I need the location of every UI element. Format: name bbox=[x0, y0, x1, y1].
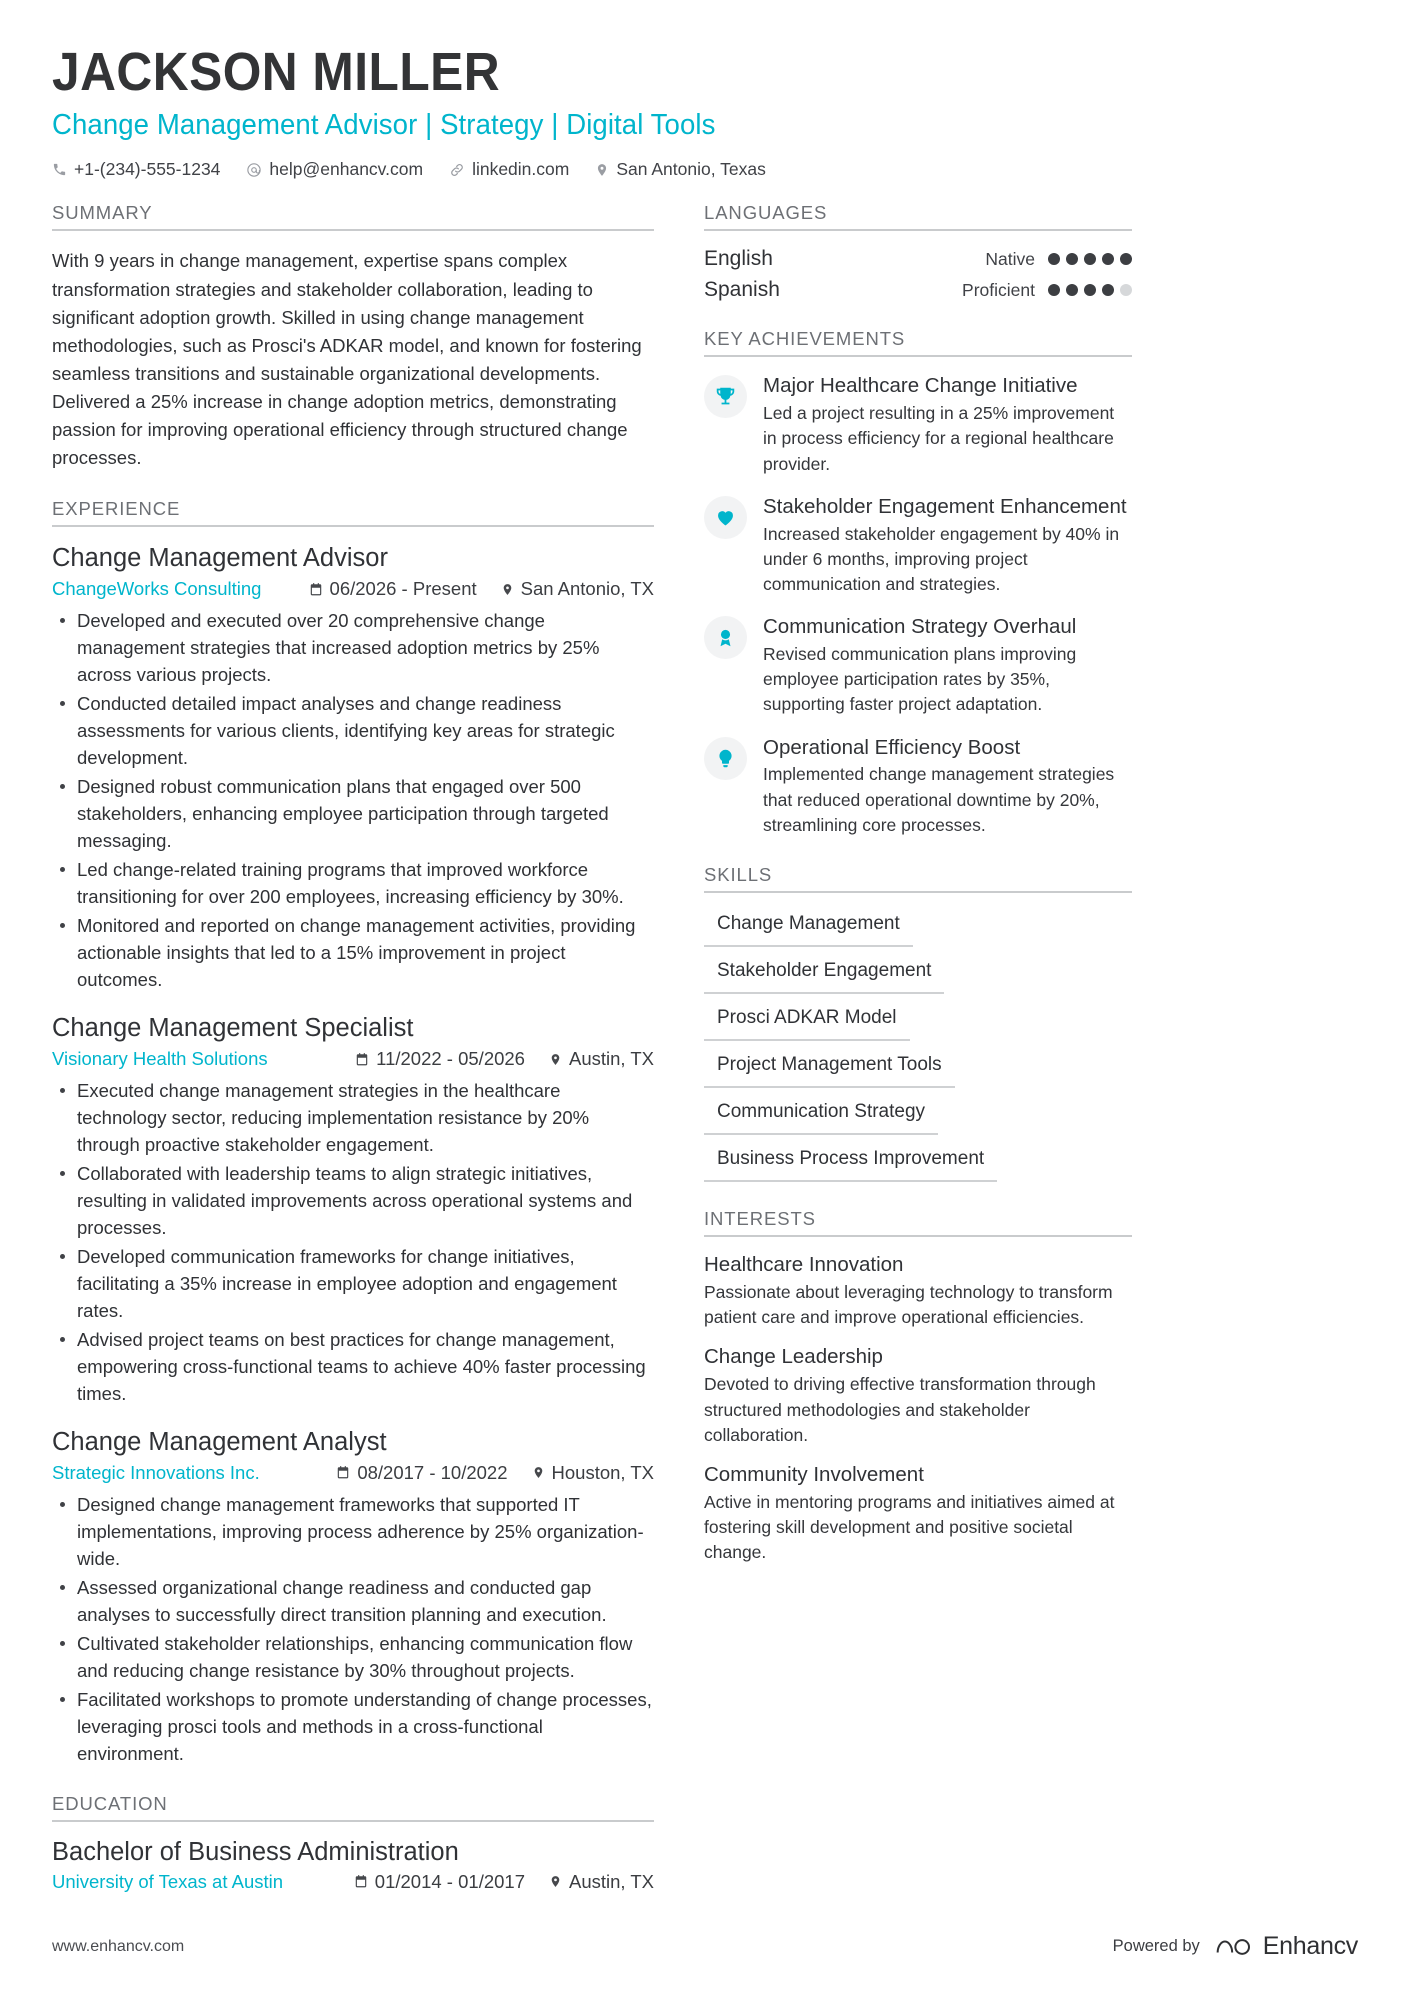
job-location bbox=[532, 1462, 655, 1484]
rating-dot bbox=[1102, 284, 1114, 296]
job-bullet: Designed robust communication plans that engaged over 500 stakeholders, enhancing employee participation through targeted messaging. bbox=[52, 773, 654, 854]
contact-location bbox=[595, 159, 766, 180]
job-company[interactable]: ChangeWorks Consulting bbox=[52, 578, 262, 600]
contact-link-text: linkedin.com bbox=[472, 159, 570, 180]
job-location bbox=[549, 1048, 654, 1070]
page-footer bbox=[52, 1932, 1358, 1961]
location-icon bbox=[549, 1874, 562, 1889]
section-key-achievements bbox=[704, 328, 1132, 838]
skill-item: Communication Strategy bbox=[704, 1097, 938, 1135]
job-meta bbox=[52, 578, 654, 600]
education-heading: EDUCATION bbox=[52, 1793, 654, 1822]
location-icon bbox=[549, 1052, 562, 1067]
job-dates-text: 06/2026 - Present bbox=[329, 578, 477, 600]
job-bullet: Executed change management strategies in the healthcare technology sector, reducing implementation resistance by 20% through proactive stakeholder engagement. bbox=[52, 1077, 654, 1158]
contact-link[interactable] bbox=[449, 159, 569, 180]
link-icon bbox=[449, 162, 465, 178]
experience-heading: EXPERIENCE bbox=[52, 498, 654, 527]
language-item bbox=[704, 247, 1132, 271]
job-location-text: San Antonio, TX bbox=[520, 578, 654, 600]
achievement-desc: Led a project resulting in a 25% improvement in process efficiency for a regional healthcare provider. bbox=[763, 403, 1115, 474]
language-dots bbox=[1048, 284, 1132, 296]
achievement-item bbox=[704, 735, 1132, 838]
education-location-text: Austin, TX bbox=[568, 1870, 654, 1892]
job-bullet: Led change-related training programs that improved workforce transitioning for over 200 employees, increasing efficiency by 30%. bbox=[52, 856, 654, 910]
interest-item bbox=[704, 1345, 1132, 1448]
job-location bbox=[501, 578, 654, 600]
location-icon bbox=[501, 582, 514, 597]
right-column bbox=[704, 202, 1132, 1919]
achievement-desc: Revised communication plans improving employee participation rates by 35%, supporting faster project adaptation. bbox=[763, 644, 1077, 715]
interest-title: Community Involvement bbox=[704, 1462, 924, 1486]
rating-dot bbox=[1048, 253, 1060, 265]
job-title: Change Management Analyst bbox=[52, 1428, 387, 1457]
achievement-body bbox=[763, 614, 1132, 717]
job-bullet: Collaborated with leadership teams to align strategic initiatives, resulting in validated improvements across operational systems and processes. bbox=[52, 1160, 654, 1241]
section-experience bbox=[52, 498, 654, 1767]
job-meta bbox=[52, 1048, 654, 1070]
calendar-icon bbox=[336, 1465, 350, 1480]
education-dates-text: 01/2014 - 01/2017 bbox=[374, 1870, 525, 1892]
achievement-title: Communication Strategy Overhaul bbox=[763, 615, 1077, 639]
rating-dot bbox=[1084, 284, 1096, 296]
calendar-icon bbox=[309, 582, 323, 597]
footer-branding bbox=[1113, 1932, 1358, 1961]
email-icon bbox=[246, 162, 262, 178]
section-languages bbox=[704, 202, 1132, 302]
achievement-item bbox=[704, 494, 1132, 597]
heart-icon bbox=[704, 496, 747, 539]
interest-item bbox=[704, 1463, 1132, 1566]
interest-title: Change Leadership bbox=[704, 1345, 883, 1369]
education-item bbox=[52, 1838, 654, 1893]
job-bullets bbox=[52, 1491, 654, 1767]
interests-heading: INTERESTS bbox=[704, 1208, 1132, 1237]
experience-item bbox=[52, 1013, 654, 1407]
experience-item bbox=[52, 1427, 654, 1767]
job-company[interactable]: Visionary Health Solutions bbox=[52, 1048, 268, 1070]
job-bullet: Conducted detailed impact analyses and change readiness assessments for various clients, identifying key areas for strategic development. bbox=[52, 690, 654, 771]
language-item bbox=[704, 278, 1132, 302]
footer-url[interactable]: www.enhancv.com bbox=[52, 1937, 185, 1955]
job-meta bbox=[52, 1462, 654, 1484]
job-bullet: Developed and executed over 20 comprehensive change management strategies that increased adoption metrics by 25% across various projects. bbox=[52, 607, 654, 688]
education-school[interactable]: University of Texas at Austin bbox=[52, 1870, 284, 1892]
job-location-text: Austin, TX bbox=[568, 1048, 654, 1070]
achievement-body bbox=[763, 373, 1132, 476]
job-title: Change Management Specialist bbox=[52, 1014, 414, 1043]
rating-dot bbox=[1120, 253, 1132, 265]
contact-email-text: help@enhancv.com bbox=[269, 159, 424, 180]
rating-dot bbox=[1084, 253, 1096, 265]
achievement-body bbox=[763, 735, 1132, 838]
rating-dot bbox=[1066, 284, 1078, 296]
job-dates bbox=[336, 1462, 507, 1484]
education-dates bbox=[354, 1871, 525, 1893]
summary-heading: SUMMARY bbox=[52, 202, 654, 231]
left-column bbox=[52, 202, 680, 1919]
job-bullet: Facilitated workshops to promote understanding of change processes, leveraging prosci tools and methods in a cross-functional environment. bbox=[52, 1686, 654, 1767]
section-education bbox=[52, 1793, 654, 1893]
language-level: Native bbox=[985, 248, 1035, 269]
candidate-name: JACKSON MILLER bbox=[52, 42, 501, 102]
skill-item: Prosci ADKAR Model bbox=[704, 1003, 910, 1041]
education-meta bbox=[52, 1871, 654, 1893]
trophy-icon bbox=[704, 375, 747, 418]
interest-title: Healthcare Innovation bbox=[704, 1253, 904, 1277]
languages-heading: LANGUAGES bbox=[704, 202, 1132, 231]
job-bullet: Advised project teams on best practices for change management, empowering cross-functional teams to achieve 40% faster processing times. bbox=[52, 1326, 654, 1407]
language-level: Proficient bbox=[962, 279, 1035, 300]
contact-phone-text: +1-(234)-555-1234 bbox=[74, 159, 221, 180]
resume-body bbox=[52, 202, 1358, 1919]
achievement-desc: Increased stakeholder engagement by 40% in under 6 months, improving project communication and strategies. bbox=[763, 523, 1120, 595]
skill-item: Business Process Improvement bbox=[704, 1144, 997, 1182]
job-location-text: Houston, TX bbox=[551, 1461, 654, 1483]
skill-item: Stakeholder Engagement bbox=[704, 956, 944, 994]
education-location bbox=[549, 1871, 654, 1893]
job-bullets bbox=[52, 1077, 654, 1407]
job-bullet: Cultivated stakeholder relationships, enhancing communication flow and reducing change resistance by 30% throughout projects. bbox=[52, 1630, 654, 1684]
interest-desc: Passionate about leveraging technology to transform patient care and improve operational efficiencies. bbox=[704, 1282, 1113, 1328]
enhancv-logo bbox=[1214, 1932, 1358, 1961]
achievement-item bbox=[704, 614, 1132, 717]
skill-item: Project Management Tools bbox=[704, 1050, 955, 1088]
calendar-icon bbox=[354, 1874, 368, 1889]
skill-item: Change Management bbox=[704, 909, 913, 947]
achievement-item bbox=[704, 373, 1132, 476]
job-company[interactable]: Strategic Innovations Inc. bbox=[52, 1461, 260, 1483]
calendar-icon bbox=[355, 1052, 369, 1067]
key-achievements-heading: KEY ACHIEVEMENTS bbox=[704, 328, 1132, 357]
rating-dot bbox=[1048, 284, 1060, 296]
summary-text: With 9 years in change management, expertise spans complex transformation strategies and stakeholder collaboration, leading to significant adoption growth. Skilled in using change management methodologies, such as Prosci's ADKAR model, and known for fostering seamless transitions and sustainable organizational developments. Delivered a 25% increase in change adoption metrics, demonstrating passion for improving operational efficiency through structured change processes. bbox=[52, 250, 642, 469]
award-badge-icon bbox=[704, 616, 747, 659]
enhancv-mark-icon bbox=[1214, 1934, 1254, 1960]
job-dates-text: 08/2017 - 10/2022 bbox=[357, 1461, 508, 1483]
location-icon bbox=[532, 1465, 545, 1480]
interest-desc: Devoted to driving effective transformation through structured methodologies and stakeholder collaboration. bbox=[704, 1374, 1096, 1445]
achievement-desc: Implemented change management strategies that reduced operational downtime by 20%, streamlining core processes. bbox=[763, 764, 1115, 835]
contact-location-text: San Antonio, Texas bbox=[616, 159, 766, 180]
experience-item bbox=[52, 543, 654, 993]
language-rating bbox=[985, 249, 1132, 270]
job-bullet: Developed communication frameworks for change initiatives, facilitating a 35% increase in employee adoption and engagement rates. bbox=[52, 1243, 654, 1324]
achievement-title: Major Healthcare Change Initiative bbox=[763, 374, 1078, 398]
job-dates-text: 11/2022 - 05/2026 bbox=[376, 1048, 525, 1070]
job-dates bbox=[309, 578, 477, 600]
contact-bar bbox=[52, 159, 1358, 180]
resume-header bbox=[52, 42, 1358, 180]
interest-item bbox=[704, 1253, 1132, 1330]
phone-icon bbox=[52, 162, 67, 177]
lightbulb-icon bbox=[704, 737, 747, 780]
job-bullet: Assessed organizational change readiness and conducted gap analyses to successfully direct transition planning and execution. bbox=[52, 1574, 654, 1628]
skills-heading: SKILLS bbox=[704, 864, 1132, 893]
language-rating bbox=[962, 280, 1132, 301]
interest-desc: Active in mentoring programs and initiatives aimed at fostering skill development and positive societal change. bbox=[704, 1491, 1115, 1563]
enhancv-wordmark: Enhancv bbox=[1262, 1932, 1358, 1960]
job-bullets bbox=[52, 607, 654, 993]
language-name: English bbox=[704, 247, 773, 271]
language-dots bbox=[1048, 253, 1132, 265]
rating-dot bbox=[1066, 253, 1078, 265]
rating-dot-empty bbox=[1120, 284, 1132, 296]
achievement-title: Operational Efficiency Boost bbox=[763, 735, 1021, 759]
contact-email[interactable] bbox=[246, 159, 423, 180]
section-summary bbox=[52, 202, 654, 472]
section-skills bbox=[704, 864, 1132, 1182]
candidate-role: Change Management Advisor | Strategy | Digital Tools bbox=[52, 109, 716, 142]
powered-by-label: Powered by bbox=[1112, 1937, 1200, 1955]
section-interests bbox=[704, 1208, 1132, 1566]
job-bullet: Monitored and reported on change management activities, providing actionable insights that led to a 15% improvement in project outcomes. bbox=[52, 912, 654, 993]
rating-dot bbox=[1102, 253, 1114, 265]
achievement-title: Stakeholder Engagement Enhancement bbox=[763, 494, 1127, 518]
education-degree: Bachelor of Business Administration bbox=[52, 1837, 459, 1866]
contact-phone[interactable] bbox=[52, 159, 220, 180]
achievement-body bbox=[763, 494, 1132, 597]
job-title: Change Management Advisor bbox=[52, 544, 388, 573]
language-name: Spanish bbox=[704, 278, 780, 302]
location-icon bbox=[595, 162, 609, 178]
job-bullet: Designed change management frameworks that supported IT implementations, improving process adherence by 25% organization-wide. bbox=[52, 1491, 654, 1572]
job-dates bbox=[355, 1048, 525, 1070]
